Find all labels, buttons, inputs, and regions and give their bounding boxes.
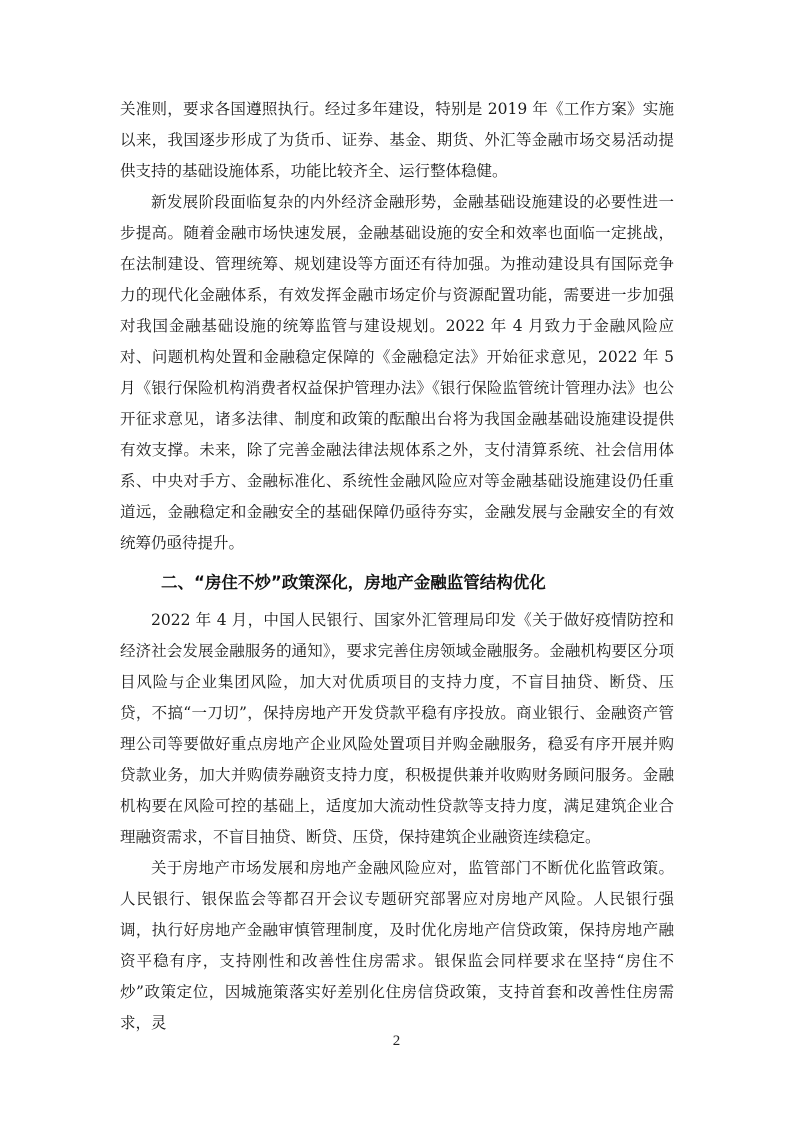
paragraph-housing-finance-notice: 2022 年 4 月，中国人民银行、国家外汇管理局印发《关于做好疫情防控和经济社会发展金融服务的通知》，要求完善住房领域金融服务。金融机构要区分项目风险与企业集团风险，加大对优质项目的支持力度，不盲目抽贷、断贷、压贷，不搞“一刀切”，保持房地产开发贷款平稳有序投放。商业银行、金融资产管理公司等要做好重点房地产企业风险处置项目并购金融服务，稳妥有序开展并购贷款业务，加大并购债券融资支持力度，积极提供兼并收购财务顾问服务。金融机构要在风险可控的基础上，适度加大流动性贷款等支持力度，满足建筑企业合理融资需求，不盲目抽贷、断贷、压贷，保持建筑企业融资连续稳定。 (120, 611, 674, 846)
page-body (120, 94, 674, 1039)
page-number: 2 (392, 1033, 401, 1049)
paragraph-continued: 关准则，要求各国遵照执行。经过多年建设，特别是 2019 年《工作方案》实施以来，我国逐步形成了为货币、证券、基金、期货、外汇等金融市场交易活动提供支持的基础设施体系，功能比较齐全、运行整体稳健。 (120, 100, 674, 180)
paragraph-financial-infrastructure: 新发展阶段面临复杂的内外经济金融形势，金融基础设施建设的必要性进一步提高。随着金融市场快速发展，金融基础设施的安全和效率也面临一定挑战，在法制建设、管理统筹、规划建设等方面还有待加强。为推动建设具有国际竞争力的现代化金融体系，有效发挥金融市场定价与资源配置功能，需要进一步加强对我国金融基础设施的统筹监管与建设规划。2022 年 4 月致力于金融风险应对、问题机构处置和金融稳定保障的《金融稳定法》开始征求意见，2022 年 5 月《银行保险机构消费者权益保护管理办法》《银行保险监管统计管理办法》也公开征求意见，诸多法律、制度和政策的酝酿出台将为我国金融基础设施建设提供有效支撑。未来，除了完善金融法律法规体系之外，支付清算系统、社会信用体系、中央对手方、金融标准化、系统性金融风险应对等金融基础设施建设仍任重道远，金融稳定和金融安全的基础保障仍亟待夯实，金融发展与金融安全的有效统筹仍亟待提升。 (120, 193, 674, 552)
paragraph-regulatory-policy: 关于房地产市场发展和房地产金融风险应对，监管部门不断优化监管政策。人民银行、银保监会等都召开会议专题研究部署应对房地产风险。人民银行强调，执行好房地产金融审慎管理制度，及时优化房地产信贷政策，保持房地产融资平稳有序，支持刚性和改善性住房需求。银保监会同样要求在坚持“房住不炒”政策定位，因城施策落实好差别化住房信贷政策，支持首套和改善性住房需求，灵 (120, 859, 674, 1032)
section-heading: 二、“房住不炒”政策深化，房地产金融监管结构优化 (161, 573, 546, 592)
